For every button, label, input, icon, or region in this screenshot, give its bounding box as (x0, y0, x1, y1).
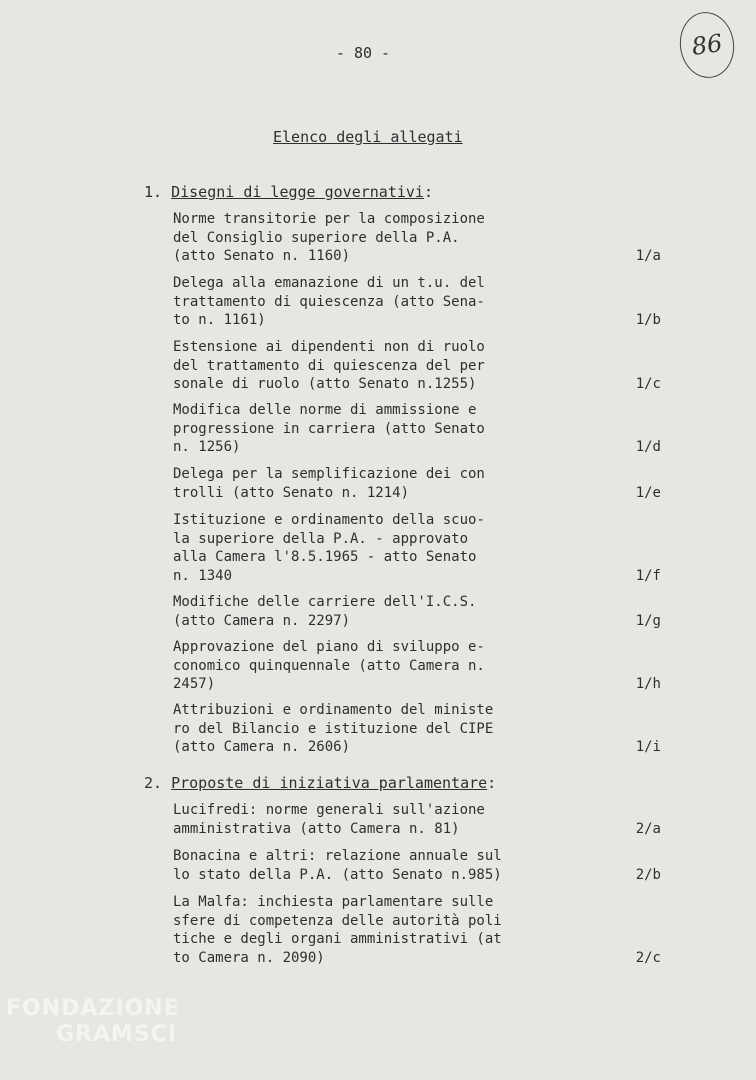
item-description: Istituzione e ordinamento della scuo- la superiore della P.A. - approvato alla Camera l'8.5.1965 - atto Senato n. 1340 (173, 512, 485, 584)
item-description: Delega per la semplificazione dei con trolli (atto Senato n. 1214) (173, 466, 485, 501)
list-item (173, 801, 733, 838)
list-item (173, 338, 733, 394)
item-reference: 1/f (635, 567, 661, 584)
item-reference: 1/e (635, 484, 661, 501)
item-reference: 1/h (635, 676, 661, 692)
list-item (173, 593, 733, 630)
item-description: Modifiche delle carriere dell'I.C.S. (atto Camera n. 2297) (173, 594, 477, 629)
item-reference: 1/c (635, 376, 661, 392)
list-item (173, 274, 733, 330)
item-reference: 1/a (635, 248, 661, 264)
section-title: Disegni di legge governativi (171, 183, 424, 201)
item-reference: 1/d (635, 439, 661, 455)
section-number: 1. (144, 183, 163, 201)
list-item (173, 511, 733, 585)
item-description: Modifica delle norme di ammissione e progressione in carriera (atto Senato n. 1256) (173, 402, 485, 455)
item-reference: 2/a (635, 820, 661, 837)
item-description: Norme transitorie per la composizione del Consiglio superiore della P.A. (atto Senato n. 1160) (173, 211, 485, 264)
section-heading-2 (144, 774, 496, 792)
watermark-line-1: FONDAZIONE (6, 996, 180, 1021)
item-description: Lucifredi: norme generali sull'azione amministrativa (atto Camera n. 81) (173, 802, 485, 837)
section-heading-1 (144, 183, 433, 201)
section-number: 2. (144, 774, 163, 792)
list-item (173, 638, 733, 694)
watermark-line-2: GRAMSCI (56, 1022, 178, 1047)
list-item (173, 701, 733, 757)
item-reference: 1/g (635, 612, 661, 629)
document-title: Elenco degli allegati (273, 128, 463, 146)
item-description: Approvazione del piano di sviluppo e- conomico quinquennale (atto Camera n. 2457) (173, 639, 485, 692)
item-reference: 2/c (635, 949, 661, 966)
item-description: Delega alla emanazione di un t.u. del trattamento di quiescenza (atto Sena- to n. 1161) (173, 275, 485, 328)
section-colon: : (487, 774, 497, 792)
page-number: - 80 - (335, 44, 391, 62)
item-description: La Malfa: inchiesta parlamentare sulle sfere di competenza delle autorità poli tiche e degli organi amministrativi (at to Camera n. 2090) (173, 894, 502, 966)
list-item (173, 465, 733, 502)
section-colon: : (423, 183, 433, 201)
item-reference: 1/b (635, 312, 661, 328)
item-description: Bonacina e altri: relazione annuale sul lo stato della P.A. (atto Senato n.985) (173, 848, 502, 883)
item-description: Estensione ai dipendenti non di ruolo del trattamento di quiescenza del per sonale di ruolo (atto Senato n.1255) (173, 339, 485, 392)
item-description: Attribuzioni e ordinamento del ministe ro del Bilancio e istituzione del CIPE (atto Camera n. 2606) (173, 702, 494, 755)
handwritten-folio-number: 86 (676, 9, 739, 82)
list-item (173, 847, 733, 884)
list-item (173, 210, 733, 266)
item-reference: 1/i (635, 739, 661, 755)
list-item (173, 893, 733, 967)
list-item (173, 401, 733, 457)
item-reference: 2/b (635, 866, 661, 883)
section-title: Proposte di iniziativa parlamentare (171, 774, 488, 792)
archive-watermark-logo (6, 996, 180, 1048)
